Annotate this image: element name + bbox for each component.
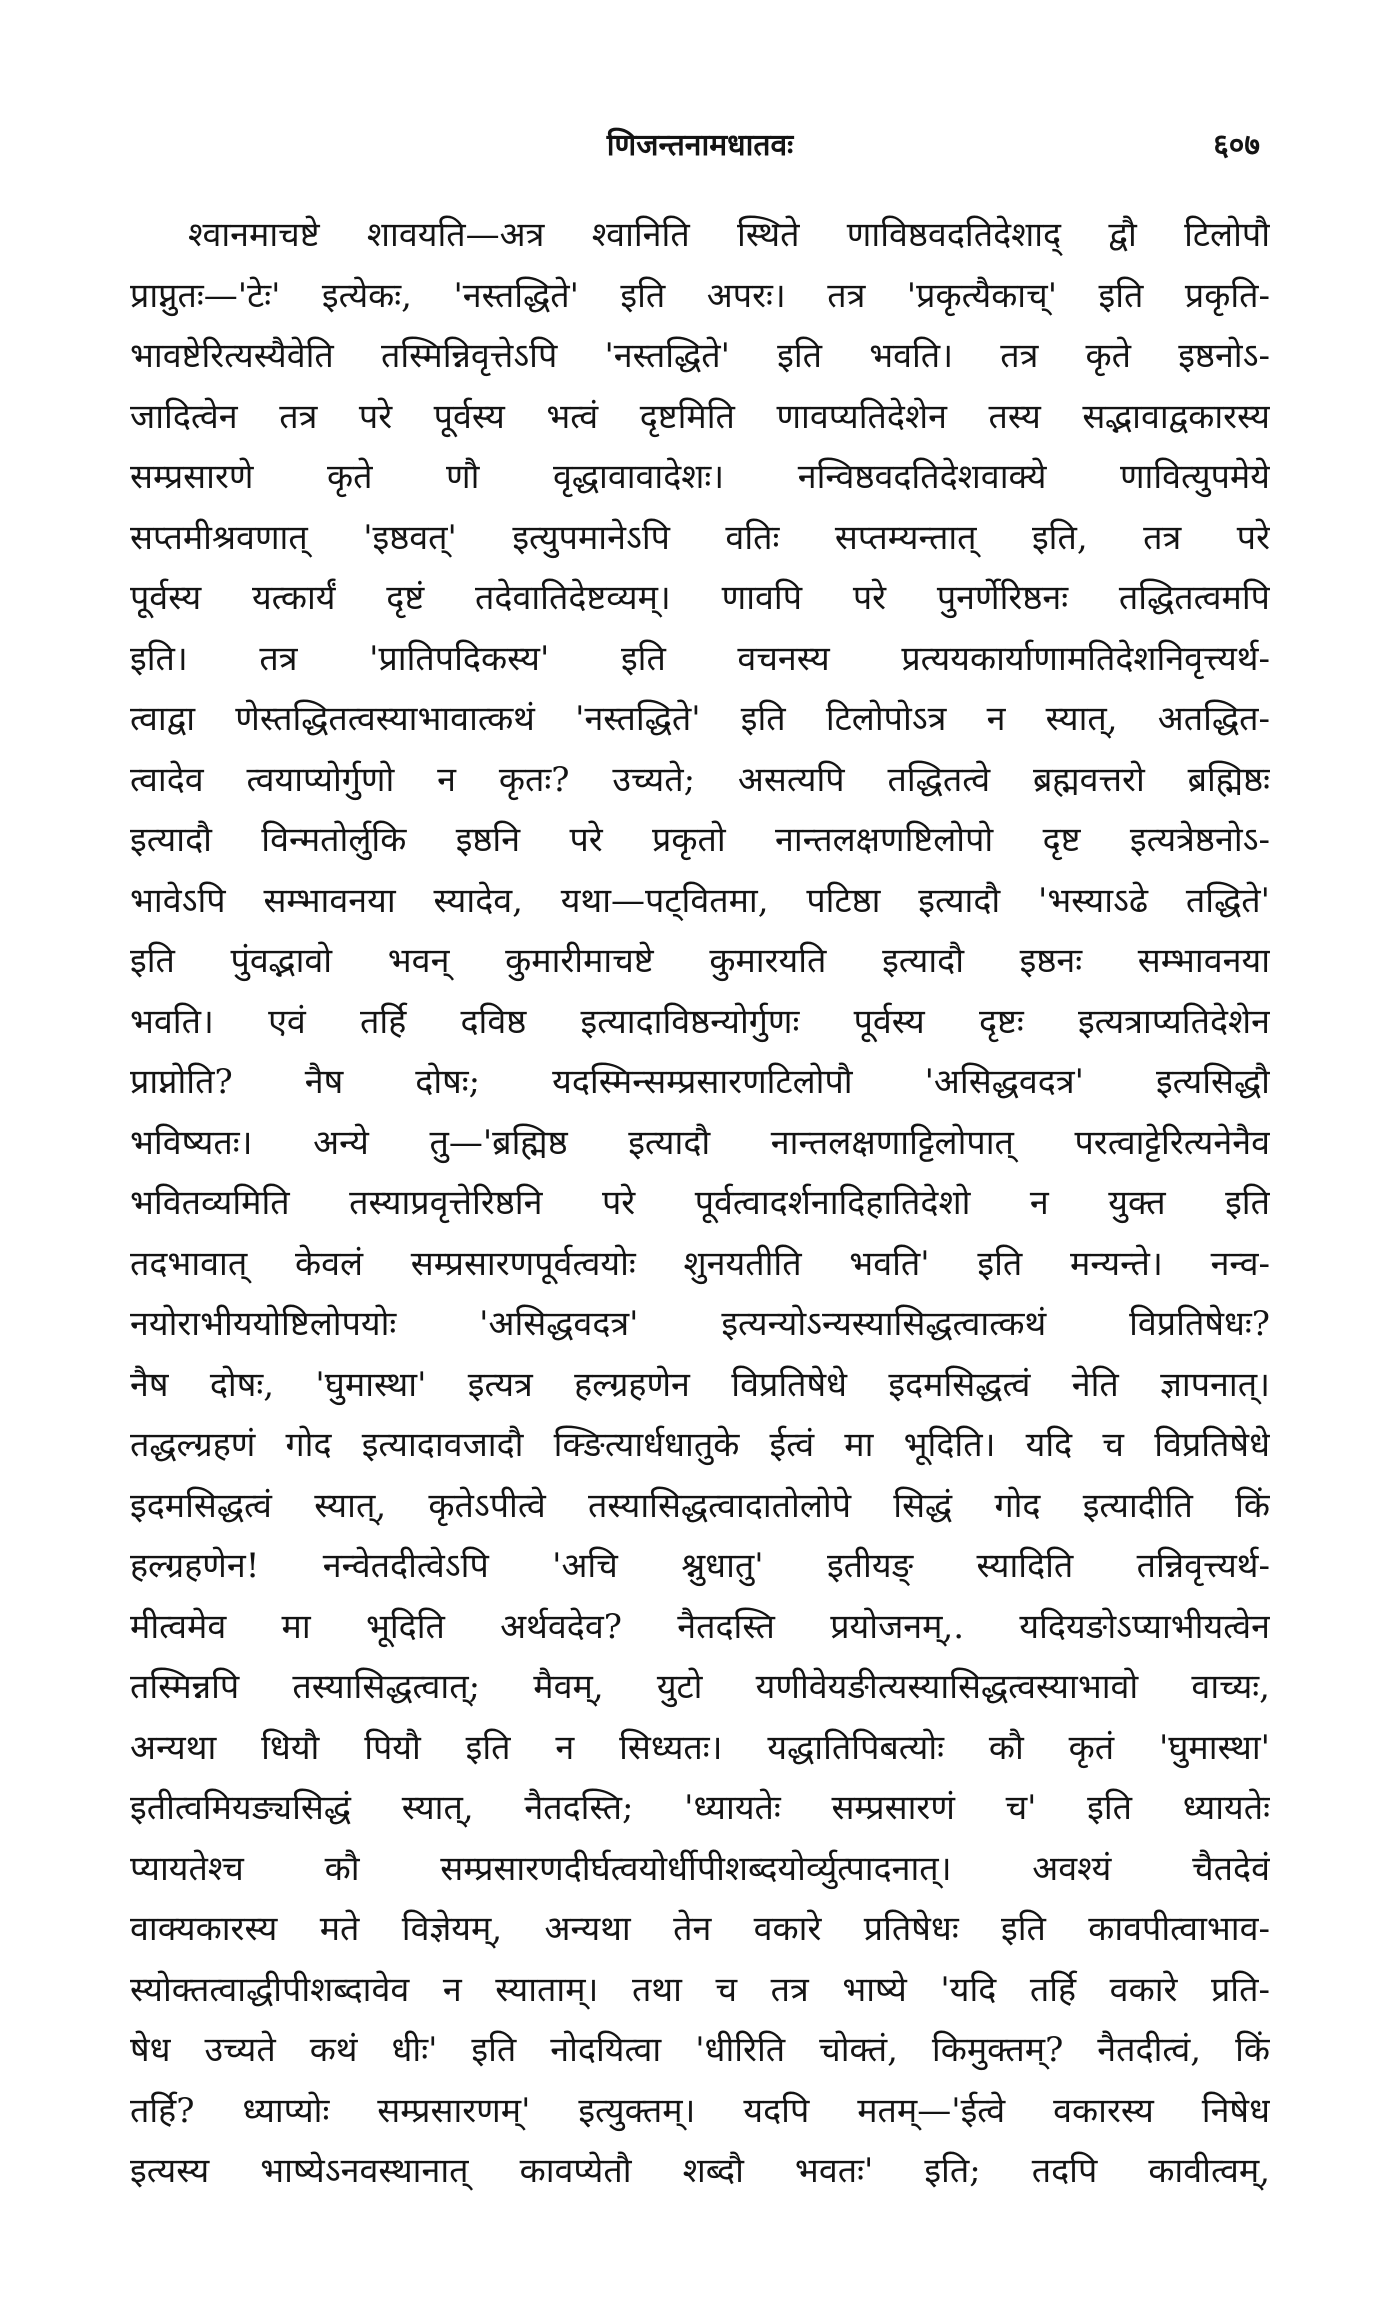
text-line: भवति। एवं तर्हि दविष्ठ इत्यादाविष्ठन्योर्गुणः पूर्वस्य दृष्टः इत्यत्राप्यतिदेशेन [130,1001,1270,1042]
text-line: इति पुंवद्भावो भवन् कुमारीमाचष्टे कुमारयति इत्यादौ इष्ठनः सम्भावनया [130,941,1270,981]
text-line: वाक्यकारस्य मते विज्ञेयम्, अन्यथा तेन वकारे प्रतिषेधः इति कावपीत्वाभाव- [130,1909,1270,1949]
text-line: भविष्यतः। अन्ये तु—'ब्रह्मिष्ठ इत्यादौ नान्तलक्षणाट्टिलोपात् परत्वाट्टेरित्यनेनैव [130,1122,1270,1163]
text-line: तदभावात् केवलं सम्प्रसारणपूर्वत्वयोः शुनयतीति भवति' इति मन्यन्ते। नन्व- [130,1243,1270,1284]
text-line: मीत्वमेव मा भूदिति अर्थवदेव? नैतदस्ति प्रयोजनम्,. यदियङोऽप्याभीयत्वेन [130,1606,1270,1647]
text-line: इदमसिद्धत्वं स्यात्, कृतेऽपीत्वे तस्यासिद्धत्वादातोलोपे सिद्धं गोद इत्यादीति किं [130,1485,1270,1526]
text-line: सम्प्रसारणे कृते णौ वृद्धावावादेशः। नन्विष्ठवदतिदेशवाक्ये णावित्युपमेये [130,457,1270,497]
text-line: श्वानमाचष्टे शावयति—अत्र श्वानिति स्थिते णाविष्ठवदतिदेशाद् द्वौ टिलोपौ [188,215,1270,255]
text-line: सप्तमीश्रवणात् 'इष्ठवत्' इत्युपमानेऽपि वतिः सप्तम्यन्तात् इति, तत्र परे [130,517,1270,558]
text-line: भावेऽपि सम्भावनया स्यादेव, यथा—पट्वितमा, पटिष्ठा इत्यादौ 'भस्याऽढे तद्धिते' [130,880,1270,921]
text-line: इत्यादौ विन्मतोर्लुकि इष्ठनि परे प्रकृतो नान्तलक्षणष्टिलोपो दृष्ट इत्यत्रेष्ठनोऽ- [130,820,1270,860]
text-line: प्राप्नोति? नैष दोषः; यदस्मिन्सम्प्रसारणटिलोपौ 'असिद्धवदत्र' इत्यसिद्धौ [130,1062,1270,1102]
text-line: प्राप्नुतः—'टेः' इत्येकः, 'नस्तद्धिते' इति अपरः। तत्र 'प्रकृत्यैकाच्' इति प्रकृति- [130,275,1270,316]
running-title: णिजन्तनामधातवः [606,128,794,163]
text-line: जादित्वेन तत्र परे पूर्वस्य भत्वं दृष्टमिति णावप्यतिदेशेन तस्य सद्भावाद्वकारस्य [130,396,1270,437]
text-line: हल्ग्रहणेन! नन्वेतदीत्वेऽपि 'अचि श्नुधातु' इतीयङ् स्यादिति तन्निवृत्त्यर्थ- [130,1546,1270,1586]
text-line: प्यायतेश्च कौ सम्प्रसारणदीर्घत्वयोर्धीपीशब्दयोर्व्युत्पादनात्। अवश्यं चैतदेवं [130,1848,1270,1889]
text-line: तद्धल्ग्रहणं गोद इत्यादावजादौ क्ङित्यार्धधातुके ईत्वं मा भूदिति। यदि च विप्रतिषेधे [130,1425,1270,1465]
text-line: इत्यस्य भाष्येऽनवस्थानात् कावप्येतौ शब्दौ भवतः' इति; तदपि कावीत्वम्, [130,2151,1270,2191]
text-line: स्योक्तत्वाद्धीपीशब्दावेव न स्याताम्। तथा च तत्र भाष्ये 'यदि तर्हि वकारे प्रति- [130,1969,1270,2010]
text-line: पूर्वस्य यत्कार्यं दृष्टं तदेवातिदेष्टव्यम्। णावपि परे पुनर्णेरिष्ठनः तद्धितत्वमपि [130,578,1270,618]
page-header [140,126,1260,166]
text-line: भवितव्यमिति तस्याप्रवृत्तेरिष्ठनि परे पूर्वत्वादर्शनादिहातिदेशो न युक्त इति [130,1183,1270,1223]
text-line: इतीत्वमियङ्यसिद्धं स्यात्, नैतदस्ति; 'ध्यायतेः सम्प्रसारणं च' इति ध्यायतेः [130,1788,1270,1828]
text-line: नैष दोषः, 'घुमास्था' इत्यत्र हल्ग्रहणेन विप्रतिषेधे इदमसिद्धत्वं नेति ज्ञापनात्। [130,1364,1270,1405]
text-line: तर्हि? ध्याप्योः सम्प्रसारणम्' इत्युक्तम्। यदपि मतम्—'ईत्वे वकारस्य निषेध [130,2090,1270,2131]
text-line: अन्यथा धियौ पियौ इति न सिध्यतः। यद्धातिपिबत्योः कौ कृतं 'घुमास्था' [130,1727,1270,1768]
body-text [130,205,1270,2202]
text-line: नयोराभीययोष्टिलोपयोः 'असिद्धवदत्र' इत्यन्योऽन्यस्यासिद्धत्वात्कथं विप्रतिषेधः? [130,1304,1270,1344]
text-line: तस्मिन्नपि तस्यासिद्धत्वात्; मैवम्, युटो यणीवेयङीत्यस्यासिद्धत्वस्याभावो वाच्यः, [130,1667,1270,1707]
text-line: इति। तत्र 'प्रातिपदिकस्य' इति वचनस्य प्रत्ययकार्याणामतिदेशनिवृत्त्यर्थ- [130,638,1270,679]
text-line: त्वाद्वा णेस्तद्धितत्वस्याभावात्कथं 'नस्तद्धिते' इति टिलोपोऽत्र न स्यात्, अतद्धित- [130,699,1270,739]
text-line: षेध उच्यते कथं धीः' इति नोदयित्वा 'धीरिति चोक्तं, किमुक्तम्? नैतदीत्वं, किं [130,2030,1270,2070]
text-line: त्वादेव त्वयाप्योर्गुणो न कृतः? उच्यते; असत्यपि तद्धितत्वे ब्रह्मवत्तरो ब्रह्मिष्ठः [130,759,1270,800]
text-line: भावष्टेरित्यस्यैवेति तस्मिन्निवृत्तेऽपि 'नस्तद्धिते' इति भवति। तत्र कृते इष्ठनोऽ- [130,336,1270,376]
page-number: ६०७ [1213,128,1260,163]
